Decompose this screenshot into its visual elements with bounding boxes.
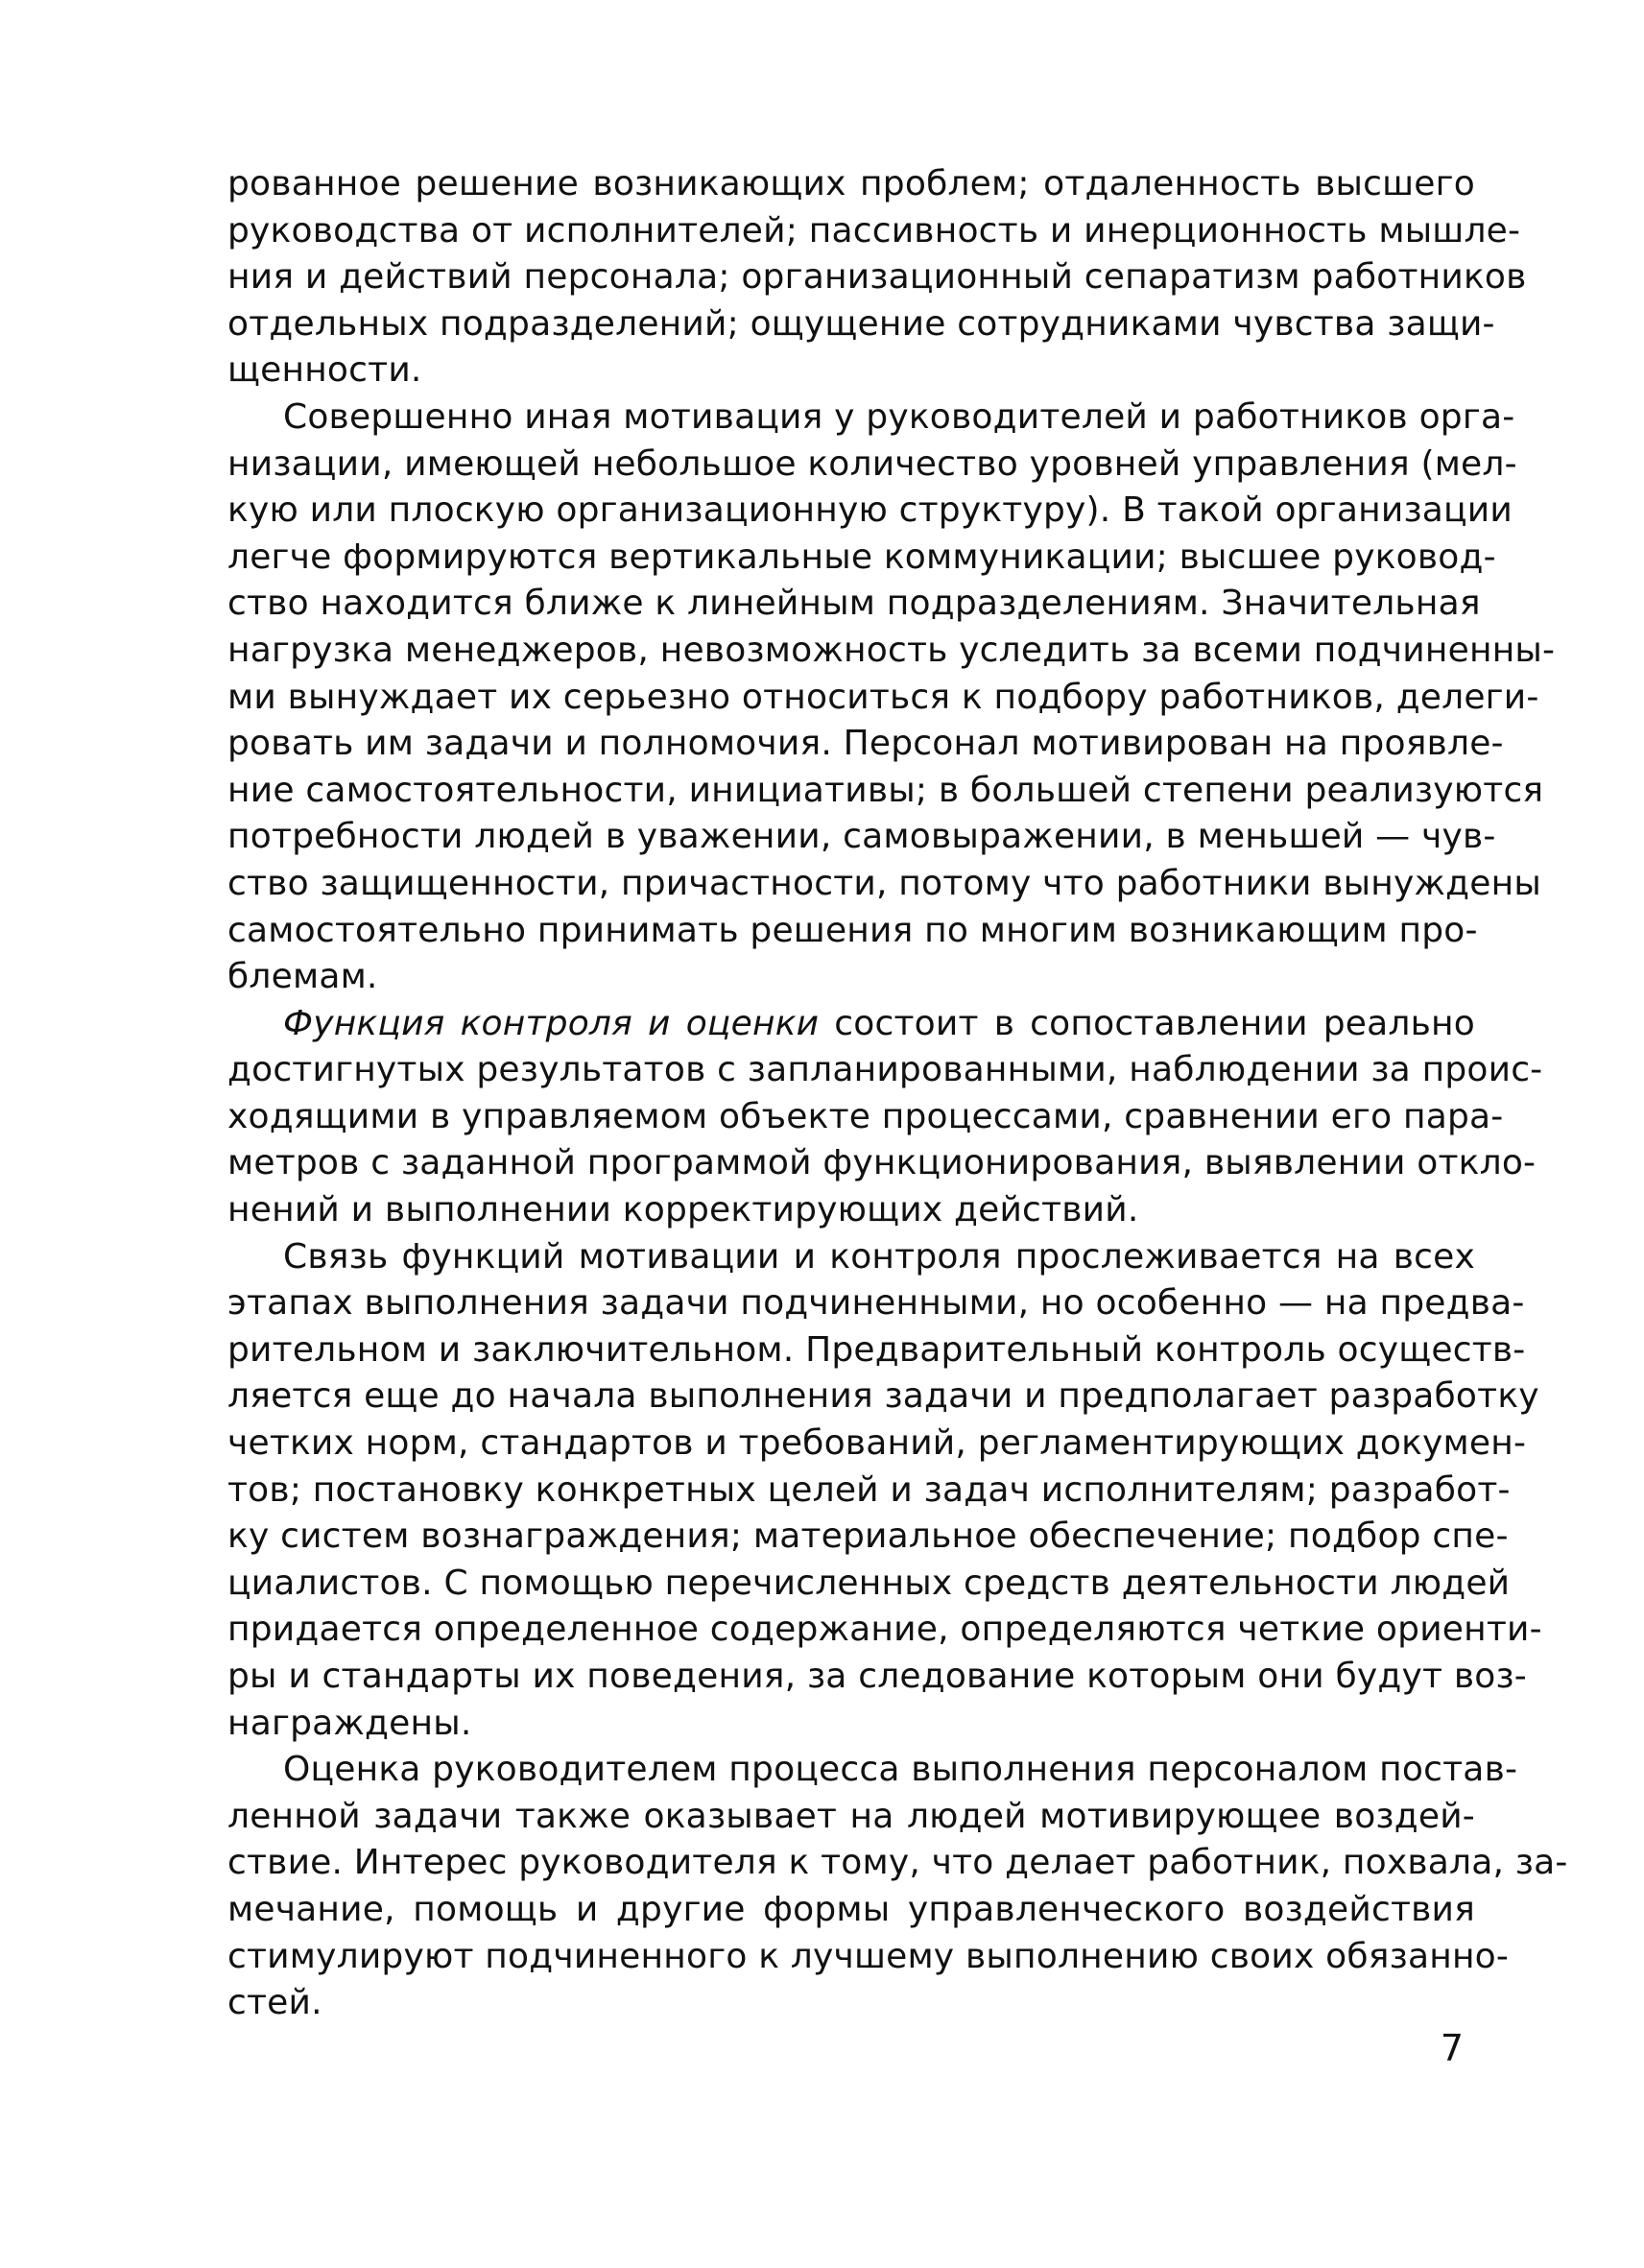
text-line: рительном и заключительном. Предварительный контроль осуществ- <box>227 1329 1526 1370</box>
text-line: этапах выполнения задачи подчиненными, но особенно — на предва- <box>227 1283 1525 1324</box>
text-line: ходящими в управляемом объекте процессами, сравнении его пара- <box>227 1096 1504 1136</box>
text-line: тов; постановку конкретных целей и задач исполнителям; разработ- <box>227 1469 1511 1510</box>
text-line: щенности. <box>227 350 422 391</box>
text-line: стимулируют подчиненного к лучшему выполнению своих обязанно- <box>227 1936 1510 1976</box>
italic-term: Функция контроля и оценки <box>283 1003 820 1043</box>
text-line: придается определенное содержание, определяются четкие ориенти- <box>227 1610 1542 1650</box>
text-line: циалистов. С помощью перечисленных средств деятельности людей <box>227 1563 1511 1603</box>
paragraph <box>227 1747 1568 2027</box>
text-line: ку систем вознаграждения; материальное обеспечение; подбор спе- <box>227 1516 1509 1557</box>
text-line: низации, имеющей небольшое количество уровней управления (мел- <box>227 443 1517 484</box>
text-line: нений и выполнении корректирующих действий. <box>227 1190 1139 1230</box>
text-line: кую или плоскую организационную структуру). В такой организации <box>227 490 1513 531</box>
text-line: рованное решение возникающих проблем; отдаленность высшего <box>227 164 1475 203</box>
text-line: четких норм, стандартов и требований, регламентирующих докумен- <box>227 1423 1527 1464</box>
body-text <box>227 161 1568 2027</box>
text-line: Оценка руководителем процесса выполнения персоналом постав- <box>283 1750 1518 1790</box>
text-line: стей. <box>227 1983 322 2023</box>
text-line: награждены. <box>227 1703 472 1743</box>
text-line: ния и действий персонала; организационный сепаратизм работников <box>227 257 1527 298</box>
text-line: достигнутых результатов с запланированными, наблюдении за проис- <box>227 1050 1543 1090</box>
text-line: ляется еще до начала выполнения задачи и предполагает разработку <box>227 1376 1539 1417</box>
text-line <box>227 1001 1475 1048</box>
text-line: ние самостоятельности, инициативы; в большей степени реализуются <box>227 770 1544 810</box>
text-line: самостоятельно принимать решения по многим возникающим про- <box>227 910 1478 950</box>
text-line: Совершенно иная мотивация у руководителей и работников орга- <box>283 396 1515 437</box>
page-number: 7 <box>1440 2027 1464 2069</box>
text-line: ми вынуждает их серьезно относиться к подбору работников, делеги- <box>227 677 1539 717</box>
text-line: ствие. Интерес руководителя к тому, что делает работник, похвала, за- <box>227 1843 1568 1883</box>
text-line: блемам. <box>227 957 378 997</box>
text-line: руководства от исполнителей; пассивность и инерционность мышле- <box>227 210 1521 251</box>
paragraph <box>227 1234 1542 1748</box>
text-line: отдельных подразделений; ощущение сотрудниками чувства защи- <box>227 303 1495 344</box>
paragraph <box>227 394 1556 1001</box>
text-line: ленной задачи также оказывает на людей мотивирующее воздей- <box>227 1796 1475 1836</box>
text-line: потребности людей в уважении, самовыражении, в меньшей — чув- <box>227 817 1496 857</box>
text-line: ры и стандарты их поведения, за следование которым они будут воз- <box>227 1657 1527 1696</box>
line-text: состоит в сопоставлении реально <box>819 1003 1475 1043</box>
paragraph <box>227 1001 1543 1234</box>
paragraph <box>227 161 1527 394</box>
text-line: ство защищенности, причастности, потому что работники вынуждены <box>227 863 1541 903</box>
text-line: Связь функций мотивации и контроля прослеживается на всех <box>283 1236 1475 1277</box>
text-line: метров с заданной программой функционирования, выявлении откло- <box>227 1143 1537 1183</box>
text-line: ство находится ближе к линейным подразделениям. Значительная <box>227 584 1481 624</box>
text-line: мечание, помощь и другие формы управленческого воздействия <box>227 1889 1475 1929</box>
text-line: легче формируются вертикальные коммуникации; высшее руковод- <box>227 537 1496 577</box>
text-line: нагрузка менеджеров, невозможность уследить за всеми подчиненны- <box>227 630 1556 670</box>
text-line: ровать им задачи и полномочия. Персонал мотивирован на проявле- <box>227 724 1504 764</box>
